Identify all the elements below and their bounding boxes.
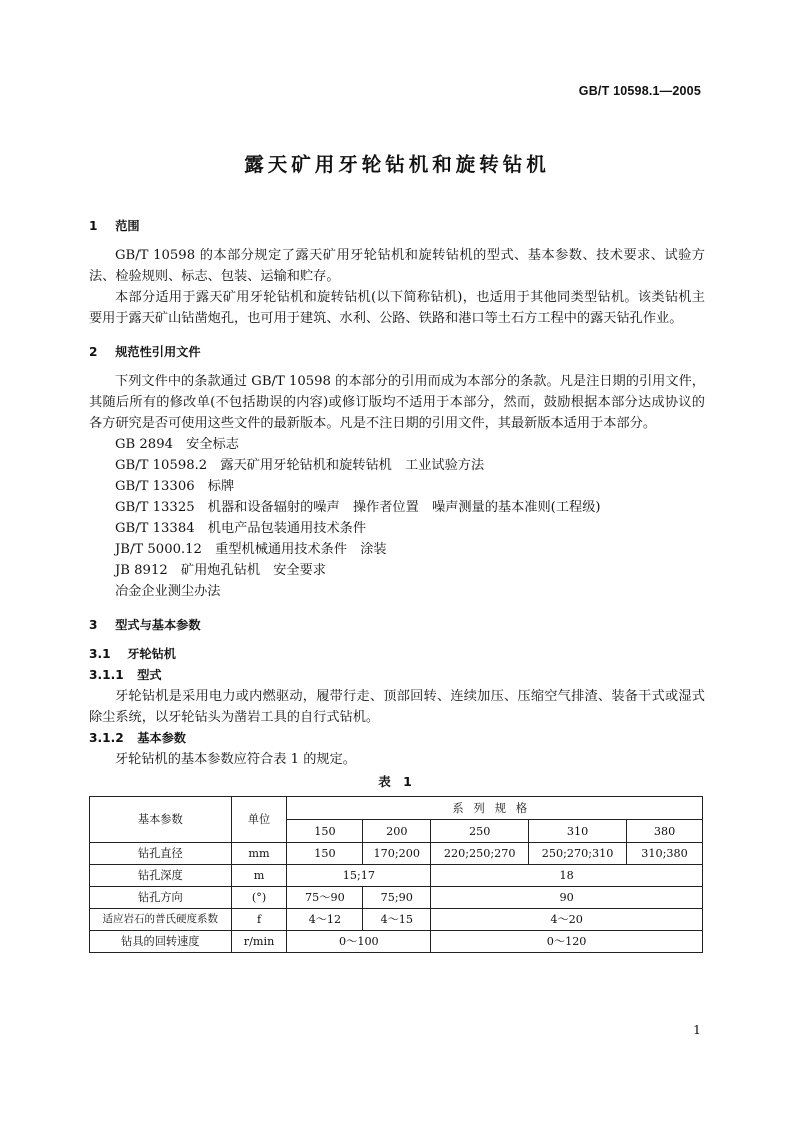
cell-param: 钻孔直径 xyxy=(90,843,232,865)
cell-value: 18 xyxy=(431,865,703,887)
subsection-title: 牙轮钻机 xyxy=(127,647,176,661)
table-row xyxy=(90,909,703,931)
cell-value: 15;17 xyxy=(287,865,431,887)
cell-value: 150 xyxy=(287,843,363,865)
cell-value: 4～12 xyxy=(287,909,363,931)
subsection-number: 3.1.1 xyxy=(89,668,124,682)
cell-value: 4～15 xyxy=(363,909,431,931)
reference-item: GB 2894 安全标志 xyxy=(115,437,239,452)
cell-param: 适应岩石的普氏硬度系数 xyxy=(90,909,232,931)
cell-unit: f xyxy=(231,909,287,931)
section-heading-3 xyxy=(89,615,705,636)
series-250: 250 xyxy=(431,820,529,843)
cell-value: 310;380 xyxy=(627,843,703,865)
reference-item: GB/T 10598.2 露天矿用牙轮钻机和旋转钻机 工业试验方法 xyxy=(115,458,485,473)
cell-value: 170;200 xyxy=(363,843,431,865)
section-heading-1 xyxy=(89,216,705,237)
table-row xyxy=(90,931,703,953)
series-380: 380 xyxy=(627,820,703,843)
reference-item: GB/T 13306 标牌 xyxy=(115,479,235,494)
section-number: 1 xyxy=(89,219,98,233)
table-row xyxy=(90,843,703,865)
paragraph: 牙轮钻机是采用电力或内燃驱动，履带行走、顶部回转、连续加压、压缩空气排渣、装备干式或湿式除尘系统，以牙轮钻头为凿岩工具的自行式钻机。 xyxy=(89,689,705,725)
series-310: 310 xyxy=(529,820,627,843)
section-title: 型式与基本参数 xyxy=(115,618,201,632)
table-row xyxy=(90,887,703,909)
reference-item: JB/T 5000.12 重型机械通用技术条件 涂装 xyxy=(115,542,387,557)
section-number: 3 xyxy=(89,618,98,632)
table-caption: 表 1 xyxy=(378,774,416,789)
subsection-number: 3.1 xyxy=(89,647,111,661)
paragraph: 牙轮钻机的基本参数应符合表 1 的规定。 xyxy=(115,752,356,767)
reference-item: GB/T 13325 机器和设备辐射的噪声 操作者位置 噪声测量的基本准则(工程级) xyxy=(115,500,601,515)
cell-param: 钻孔方向 xyxy=(90,887,232,909)
cell-unit: r/min xyxy=(231,931,287,953)
subsection-heading xyxy=(89,728,705,749)
parameter-table xyxy=(89,796,703,953)
header-param: 基本参数 xyxy=(90,797,232,843)
reference-item: 冶金企业测尘办法 xyxy=(115,584,221,599)
section-title: 规范性引用文件 xyxy=(115,345,201,359)
cell-value: 4～20 xyxy=(431,909,703,931)
document-body xyxy=(89,216,705,953)
series-200: 200 xyxy=(363,820,431,843)
cell-value: 0～120 xyxy=(431,931,703,953)
paragraph: 下列文件中的条款通过 GB/T 10598 的本部分的引用而成为本部分的条款。凡是注日期的引用文件，其随后所有的修改单(不包括勘误的内容)或修订版均不适用于本部分，然而，鼓励根据本部分达成协议的各方研究是否可使用这些文件的最新版本。凡是不注日期的引用文件，其最新版本适用于本部分。 xyxy=(89,374,705,431)
reference-item: JB 8912 矿用炮孔钻机 安全要求 xyxy=(115,563,326,578)
cell-value: 75;90 xyxy=(363,887,431,909)
subsection-title: 型式 xyxy=(137,668,162,682)
document-title: 露天矿用牙轮钻机和旋转钻机 xyxy=(244,153,550,176)
cell-unit: (°) xyxy=(231,887,287,909)
section-title: 范围 xyxy=(115,219,140,233)
page-number: 1 xyxy=(693,1022,701,1037)
subsection-heading xyxy=(89,665,705,686)
subsection-number: 3.1.2 xyxy=(89,731,124,745)
table-header-row xyxy=(90,797,703,820)
cell-param: 钻具的回转速度 xyxy=(90,931,232,953)
cell-param: 钻孔深度 xyxy=(90,865,232,887)
cell-value: 220;250;270 xyxy=(431,843,529,865)
section-number: 2 xyxy=(89,345,98,359)
header-series: 系列规格 xyxy=(287,797,703,820)
subsection-heading xyxy=(89,644,705,665)
header-unit: 单位 xyxy=(231,797,287,843)
standard-code: GB/T 10598.1—2005 xyxy=(578,84,701,98)
cell-value: 90 xyxy=(431,887,703,909)
cell-unit: mm xyxy=(231,843,287,865)
reference-item: GB/T 13384 机电产品包装通用技术条件 xyxy=(115,521,367,536)
subsection-title: 基本参数 xyxy=(137,731,186,745)
cell-value: 250;270;310 xyxy=(529,843,627,865)
series-150: 150 xyxy=(287,820,363,843)
cell-unit: m xyxy=(231,865,287,887)
paragraph: GB/T 10598 的本部分规定了露天矿用牙轮钻机和旋转钻机的型式、基本参数、技术要求、试验方法、检验规则、标志、包装、运输和贮存。 xyxy=(89,248,705,284)
cell-value: 0～100 xyxy=(287,931,431,953)
table-row xyxy=(90,865,703,887)
cell-value: 75～90 xyxy=(287,887,363,909)
paragraph: 本部分适用于露天矿用牙轮钻机和旋转钻机(以下简称钻机)，也适用于其他同类型钻机。该类钻机主要用于露天矿山钻凿炮孔，也可用于建筑、水利、公路、铁路和港口等土石方工程中的露天钻孔作业。 xyxy=(89,290,705,326)
section-heading-2 xyxy=(89,342,705,363)
